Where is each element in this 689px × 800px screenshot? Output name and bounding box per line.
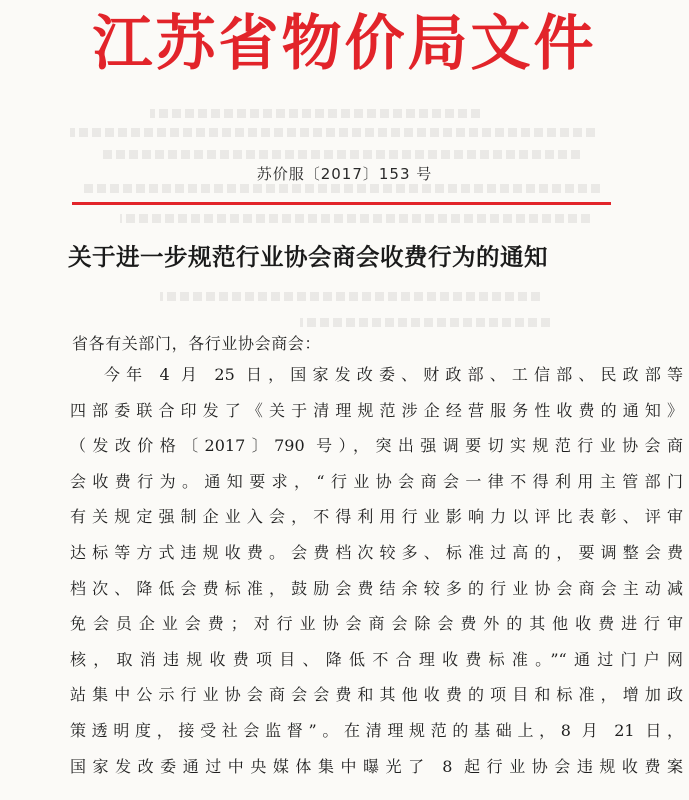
body-line: 今年 4 月 25 日，国家发改委、财政部、工信部、民政部等: [104, 365, 683, 384]
issuer-header: 江苏省物价局文件: [92, 9, 597, 79]
document-number: 苏价服〔2017〕153 号: [256, 165, 433, 183]
red-separator-line: [72, 202, 611, 205]
body-line: 站集中公示行业协会商会会费和其他收费的项目和标准，增加政: [70, 685, 683, 705]
body-line: 免会员企业会费；对行业协会商会除会费外的其他收费进行审: [70, 614, 683, 634]
body-line: 国家发改委通过中央媒体集中曝光了 8 起行业协会违规收费案: [70, 756, 683, 776]
body-line: 有关规定强制企业入会，不得利用行业影响力以评比表彰、评审: [70, 507, 683, 527]
body-line: 达标等方式违规收费。会费档次较多、标准过高的，要调整会费: [70, 542, 683, 562]
body-line: 策透明度，接受社会监督”。在清理规范的基础上，8 月 21 日，: [70, 720, 683, 740]
body-line: （发改价格〔2017〕790 号），突出强调要切实规范行业协会商: [70, 436, 683, 456]
body-line: 会收费行为。通知要求，“行业协会商会一律不得利用主管部门: [70, 471, 683, 491]
body-line: 核，取消违规收费项目、降低不合理收费标准。”“通过门户网: [70, 649, 683, 669]
body-line: 四部委联合印发了《关于清理规范涉企经营服务性收费的通知》: [70, 400, 683, 420]
body-line: 档次、降低会费标准，鼓励会费结余较多的行业协会商会主动减: [70, 578, 683, 598]
document-title: 关于进一步规范行业协会商会收费行为的通知: [68, 243, 548, 271]
addressee-line: 省各有关部门，各行业协会商会：: [72, 334, 322, 353]
document-body: [0, 357, 689, 784]
